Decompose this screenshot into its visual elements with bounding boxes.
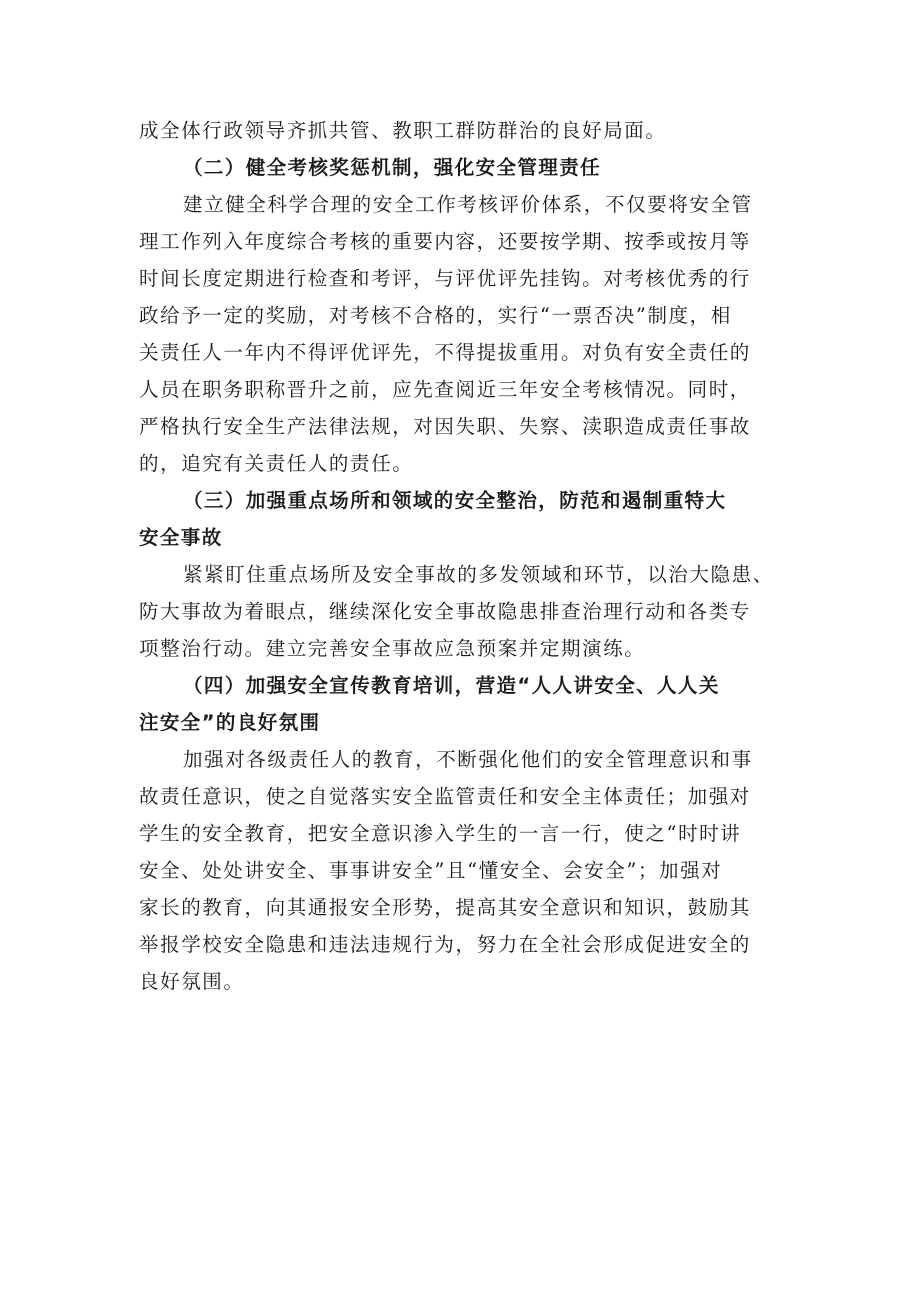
section2-line: 人员在职务职称晋升之前，应先查阅近三年安全考核情况。同时， [139,378,751,401]
section3-heading: （三）加强重点场所和领域的安全整治，防范和遏制重特大 [183,489,727,512]
section2-line: 的，追究有关责任人的责任。 [139,452,414,475]
section3-line: 项整治行动。建立完善安全事故应急预案并定期演练。 [139,637,646,660]
section3-line: 防大事故为着眼点，继续深化安全事故隐患排查治理行动和各类专 [139,600,751,623]
section2-line: 严格执行安全生产法律法规，对因失职、失察、渎职造成责任事故 [139,415,751,438]
section4-line: 学生的安全教育，把安全意识渗入学生的一言一行，使之“时时讲 [139,822,742,845]
lead-line: 成全体行政领导齐抓共管、教职工群防群治的良好局面。 [139,119,667,142]
section4-heading-cont: 注安全”的良好氛围 [139,711,321,734]
section4-line: 举报学校安全隐患和违法违规行为，努力在全社会形成促进安全的 [139,933,751,956]
section2-line: 建立健全科学合理的安全工作考核评价体系，不仅要将安全管 [183,193,753,216]
section4-line: 故责任意识，使之自觉落实安全监管责任和安全主体责任；加强对 [139,785,751,808]
section2-heading: （二）健全考核奖惩机制，强化安全管理责任 [183,156,602,179]
section4-line: 良好氛围。 [139,970,245,993]
document-page [139,112,781,1000]
section2-line: 理工作列入年度综合考核的重要内容，还要按学期、按季或按月等 [139,230,751,253]
section3-line: 紧紧盯住重点场所及安全事故的多发领域和环节，以治大隐患、 [183,563,774,586]
section4-line: 安全、处处讲安全、事事讲安全”且“懂安全、会安全”；加强对 [139,859,723,882]
section2-line: 时间长度定期进行检查和考评，与评优评先挂钩。对考核优秀的行 [139,267,751,290]
section2-line: 政给予一定的奖励，对考核不合格的，实行“一票否决”制度，相 [139,304,732,327]
section3-heading-cont: 安全事故 [139,526,223,549]
section2-line: 关责任人一年内不得评优评先，不得提拔重用。对负有安全责任的 [139,341,751,364]
section4-heading: （四）加强安全宣传教育培训，营造“人人讲安全、人人关 [183,674,720,697]
section4-line: 家长的教育，向其通报安全形势，提高其安全意识和知识，鼓励其 [139,896,751,919]
section4-line: 加强对各级责任人的教育，不断强化他们的安全管理意识和事 [183,748,753,771]
